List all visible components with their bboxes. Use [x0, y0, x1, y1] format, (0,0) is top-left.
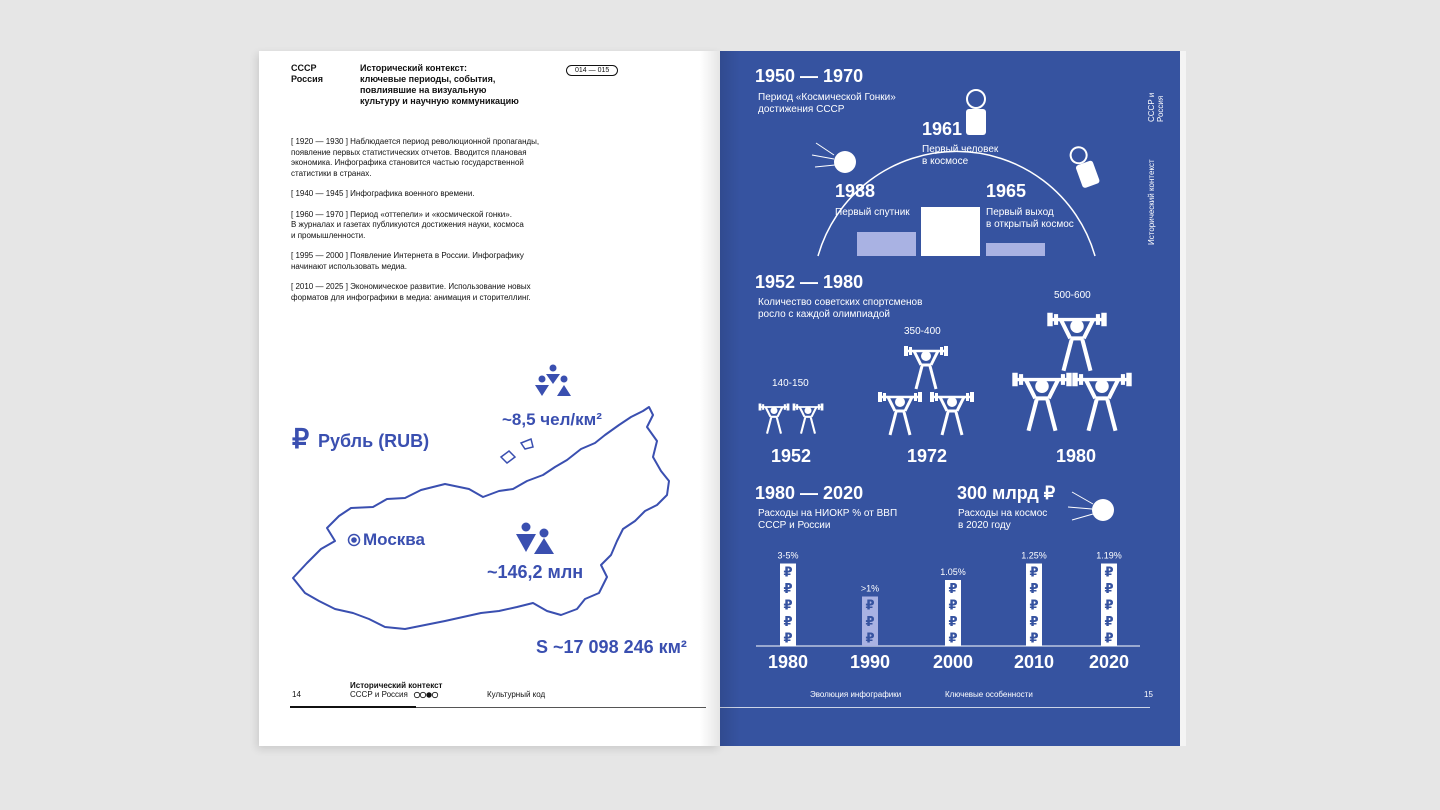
- year-1988: 1988: [835, 181, 876, 201]
- olympics-year-1952: 1952: [771, 446, 812, 466]
- rouble-symbol-icon: ₽: [948, 615, 958, 630]
- caption-1965: Первый выход в открытый космос: [986, 207, 1074, 230]
- rouble-symbol-icon: ₽: [1029, 615, 1039, 630]
- footer-next-section: Культурный код: [487, 690, 546, 699]
- rouble-symbol-icon: ₽: [1104, 631, 1114, 647]
- capital-label: Москва: [363, 530, 425, 549]
- rouble-symbol-icon: ₽: [1029, 631, 1039, 647]
- density-value: ~8,5 чел/км²: [502, 410, 602, 429]
- space-race-period: 1950 — 1970: [755, 66, 864, 86]
- chart-tick-label: 2010: [1013, 652, 1055, 672]
- chart-data-label: >1%: [860, 583, 880, 594]
- weightlifters-graphic: [720, 51, 1180, 451]
- olympics-period: 1952 — 1980: [755, 272, 864, 292]
- year-1961: 1961: [922, 119, 963, 139]
- rouble-symbol-icon: ₽: [1104, 615, 1114, 630]
- rouble-symbol-icon: ₽: [1029, 598, 1039, 614]
- olympics-year-1980: 1980: [1056, 446, 1097, 466]
- lifter-1972-top: [904, 346, 948, 389]
- range-1952: 140-150: [772, 378, 809, 389]
- timeline-item: [ 1960 — 1970 ] Период «оттепели» и «космической гонки». В журналах и газетах публикуются достижения науки, космоса и промышленности.: [291, 209, 524, 240]
- olympics-year-1972: 1972: [907, 446, 948, 466]
- lifter-1980-left: [1012, 373, 1071, 431]
- chart-tick-label: 2020: [1088, 652, 1130, 672]
- rouble-symbol-icon: ₽: [1104, 582, 1114, 597]
- chart-data-label: 1.25%: [1021, 550, 1047, 561]
- rouble-symbol-icon: ₽: [1029, 582, 1039, 597]
- page-title: Исторический контекст: ключевые периоды, события, повлиявшие на визуальную культуру и научную коммуникацию: [360, 63, 519, 106]
- rouble-symbol-icon: ₽: [1104, 565, 1114, 581]
- rouble-symbol-icon: ₽: [865, 598, 875, 614]
- rouble-symbol-icon: ₽: [783, 615, 793, 630]
- chart-title: 1980 — 2020: [755, 483, 864, 503]
- footer-section-sub: СССР и Россия: [350, 690, 408, 699]
- lifter-1952-a: [759, 404, 790, 434]
- timeline-item: [ 1995 — 2000 ] Появление Интернета в России. Инфографику начинают использовать медиа.: [291, 251, 524, 271]
- chart-tick-label: 1990: [849, 652, 891, 672]
- population-icon: [514, 522, 556, 556]
- year-1965: 1965: [986, 181, 1027, 201]
- timeline-item: [ 2010 — 2025 ] Экономическое развитие. Использование новых форматов для инфографики в медиа: анимация и сторителлинг.: [291, 282, 531, 302]
- page-edge: [1180, 51, 1186, 746]
- space-budget-caption: Расходы на космос в 2020 году: [958, 508, 1048, 531]
- chart-tick-label: 2000: [932, 652, 974, 672]
- chart-tick-label: 1980: [767, 652, 809, 672]
- rouble-symbol-icon: ₽: [865, 631, 875, 647]
- side-label-section: Исторический контекст: [1147, 159, 1156, 245]
- space-race-caption: Период «Космической Гонки» достижения СССР: [758, 92, 896, 115]
- chart-data-label: 1.19%: [1096, 550, 1122, 561]
- rouble-symbol-icon: ₽: [783, 582, 793, 597]
- people-group-icon: [530, 364, 576, 400]
- footer-progress: [290, 706, 416, 708]
- lifter-1972-left: [878, 392, 922, 435]
- rouble-symbol-icon: ₽: [1029, 565, 1039, 581]
- rouble-symbol-icon: ₽: [783, 631, 793, 647]
- timeline-item: [ 1920 — 1930 ] Наблюдается период революционной пропаганды, появление первых статистических отчетов. Вводится плановая экономика. Инфографика становится частью государственной статистики в странах.: [291, 137, 540, 178]
- rouble-symbol-icon: ₽: [865, 615, 875, 630]
- caption-1988: Первый спутник: [835, 207, 910, 218]
- page-range-pill: 014 — 015: [566, 65, 618, 76]
- olympics-caption: Количество советских спортсменов росло с каждой олимпиадой: [758, 297, 923, 320]
- lifter-1952-b: [793, 404, 824, 434]
- chart-subtitle: Расходы на НИОКР % от ВВП СССР и России: [758, 508, 898, 531]
- rouble-symbol-icon: ₽: [948, 631, 958, 647]
- currency-label: Рубль (RUB): [318, 431, 430, 451]
- caption-1961: Первый человек в космосе: [922, 144, 999, 167]
- population-value: ~146,2 млн: [487, 562, 584, 582]
- lifter-1980-top: [1047, 313, 1106, 371]
- rouble-icon: ₽: [292, 424, 310, 454]
- lifter-1972-right: [930, 392, 974, 435]
- footer-rule-right: [720, 707, 1150, 708]
- area-value: S ~17 098 246 км²: [536, 637, 687, 657]
- rouble-symbol-icon: ₽: [948, 598, 958, 614]
- lifter-1980-right: [1072, 373, 1131, 431]
- range-1972: 350-400: [904, 326, 941, 337]
- timeline-item: [ 1940 — 1945 ] Инфографика военного времени.: [291, 189, 475, 198]
- rouble-symbol-icon: ₽: [783, 598, 793, 614]
- capital-marker-icon: [347, 533, 361, 547]
- range-1980: 500-600: [1054, 290, 1091, 301]
- page-number-left: 14: [292, 690, 301, 699]
- progress-dots-icon: [413, 691, 439, 699]
- space-budget-value: 300 млрд ₽: [957, 483, 1056, 503]
- chart-data-label: 1.05%: [940, 567, 966, 577]
- rouble-symbol-icon: ₽: [1104, 598, 1114, 614]
- footer-section-b: Ключевые особенности: [945, 690, 1033, 699]
- rouble-symbol-icon: ₽: [948, 582, 958, 597]
- timeline-text: [291, 137, 561, 303]
- country-label: СССР Россия: [291, 63, 323, 84]
- footer-section-title: Исторический контекст: [350, 681, 443, 690]
- side-label-country: СССР и Россия: [1147, 92, 1165, 122]
- rd-spending-chart: [720, 520, 1180, 680]
- rouble-symbol-icon: ₽: [783, 565, 793, 581]
- chart-data-label: 3-5%: [777, 550, 799, 561]
- footer-section-a: Эволюция инфографики: [810, 690, 902, 699]
- page-number-right: 15: [1144, 690, 1153, 699]
